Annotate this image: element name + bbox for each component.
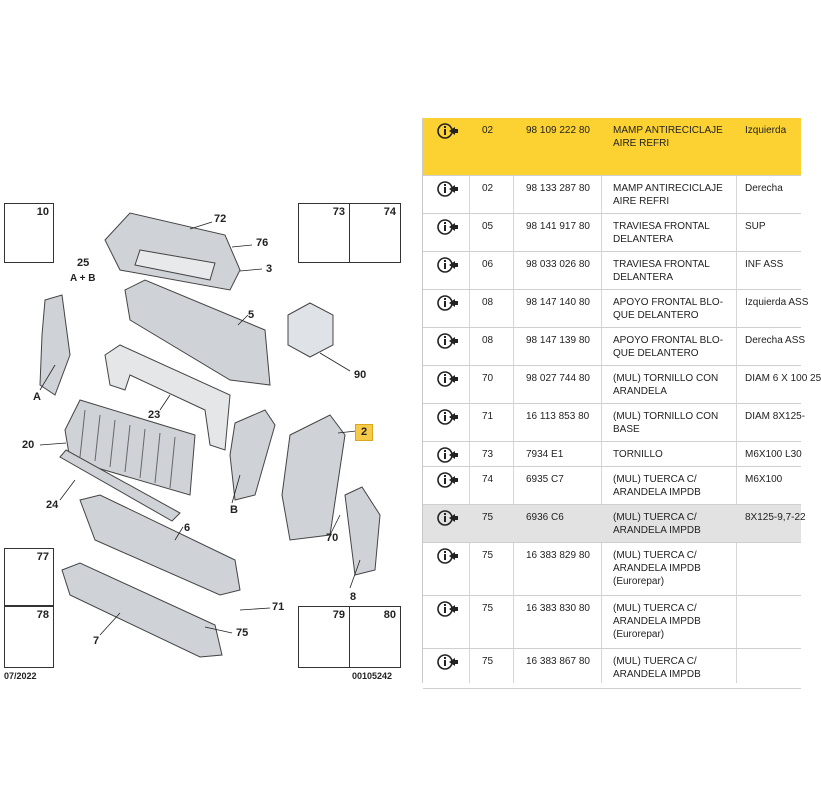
- part-reference: 98 027 744 80: [526, 373, 590, 384]
- part-8-shape: [345, 487, 380, 575]
- part-description: APOYO FRONTAL BLO-QUE DELANTERO: [613, 335, 724, 359]
- part-position: 06: [482, 259, 494, 270]
- info-arrow-icon[interactable]: [437, 256, 459, 274]
- date-code: 07/2022: [4, 671, 37, 681]
- parts-table-row[interactable]: [423, 366, 821, 404]
- parts-table-row[interactable]: [423, 404, 806, 442]
- part-2-shape: [282, 415, 345, 540]
- part-position: 73: [482, 449, 494, 460]
- inset-label-77: 77: [36, 551, 49, 563]
- part-note: M6X100: [745, 474, 783, 485]
- part-reference: 7934 E1: [526, 449, 564, 460]
- part-reference: 16 383 830 80: [526, 603, 590, 614]
- part-position: 75: [482, 550, 494, 561]
- info-arrow-icon[interactable]: [437, 653, 459, 671]
- diagram-code: 00105242: [352, 671, 393, 681]
- inset-part-74: [349, 203, 401, 263]
- part-position: 70: [482, 373, 494, 384]
- part-reference: 98 147 140 80: [526, 297, 590, 308]
- parts-list: [422, 118, 821, 683]
- part-position: 05: [482, 221, 494, 232]
- callout-a: A: [33, 391, 41, 403]
- info-arrow-icon[interactable]: [437, 600, 459, 618]
- callout-25: 25: [77, 257, 90, 269]
- part-reference: 16 113 853 80: [526, 411, 590, 422]
- part-note: SUP: [745, 221, 766, 232]
- part-position: 02: [482, 183, 494, 194]
- part-reference: 16 383 829 80: [526, 550, 590, 561]
- inset-label-80: 80: [383, 609, 396, 621]
- part-description: (MUL) TUERCA C/ ARANDELA IMPDB: [613, 474, 701, 498]
- parts-table-row[interactable]: [423, 649, 801, 689]
- callout-70: 70: [326, 532, 339, 544]
- part-reference: 98 147 139 80: [526, 335, 590, 346]
- part-note: 8X125-9,7-22: [745, 512, 806, 523]
- parts-table-row[interactable]: [423, 442, 801, 467]
- info-arrow-icon[interactable]: [437, 122, 459, 140]
- parts-table-row[interactable]: [423, 252, 801, 290]
- callout-72: 72: [214, 213, 227, 225]
- part-description: MAMP ANTIRECICLAJE AIRE REFRI: [613, 183, 723, 207]
- part-reference: 6935 C7: [526, 474, 564, 485]
- exploded-parts-diagram: [0, 195, 402, 685]
- inset-label-78: 78: [36, 609, 49, 621]
- part-position: 02: [482, 125, 494, 136]
- parts-table-row[interactable]: [423, 505, 806, 543]
- part-note: DIAM 8X125-: [745, 411, 806, 422]
- part-reference: 98 141 917 80: [526, 221, 590, 232]
- info-arrow-icon[interactable]: [437, 408, 459, 426]
- inset-part-78: [4, 606, 54, 668]
- part-description: (MUL) TORNILLO CON BASE: [613, 411, 719, 435]
- part-reference: 16 383 867 80: [526, 656, 590, 667]
- part-reference: 98 033 026 80: [526, 259, 590, 270]
- callout-7: 7: [93, 635, 100, 647]
- inset-part-10: [4, 203, 54, 263]
- part-a-shape: [40, 295, 70, 395]
- inset-part-80: [349, 606, 401, 668]
- info-arrow-icon[interactable]: [437, 509, 459, 527]
- part-reference: 6936 C6: [526, 512, 564, 523]
- inset-label-73: 73: [332, 206, 345, 218]
- inset-label-74: 74: [383, 206, 396, 218]
- inset-label-79: 79: [332, 609, 345, 621]
- callout-6: 6: [184, 522, 191, 534]
- part-position: 71: [482, 411, 494, 422]
- part-note: Derecha: [745, 183, 783, 194]
- info-arrow-icon[interactable]: [437, 294, 459, 312]
- part-description: MAMP ANTIRECICLAJE AIRE REFRI: [613, 125, 723, 149]
- part-note: M6X100 L30: [745, 449, 802, 460]
- parts-table-row[interactable]: [423, 328, 806, 366]
- part-description: TRAVIESA FRONTAL DELANTERA: [613, 259, 710, 283]
- info-arrow-icon[interactable]: [437, 180, 459, 198]
- part-position: 08: [482, 335, 494, 346]
- callout-5: 5: [248, 309, 255, 321]
- info-arrow-icon[interactable]: [437, 471, 459, 489]
- info-arrow-icon[interactable]: [437, 370, 459, 388]
- part-90-shape: [288, 303, 333, 357]
- info-arrow-icon[interactable]: [437, 547, 459, 565]
- part-note: INF ASS: [745, 259, 784, 270]
- callout-3: 3: [266, 263, 273, 275]
- part-position: 75: [482, 512, 494, 523]
- part-position: 75: [482, 656, 494, 667]
- inset-label-10: 10: [36, 206, 49, 218]
- part-description: TRAVIESA FRONTAL DELANTERA: [613, 221, 710, 245]
- parts-table-row[interactable]: [423, 118, 801, 176]
- inset-part-73: [298, 203, 350, 263]
- parts-table-row[interactable]: [423, 596, 801, 649]
- part-description: APOYO FRONTAL BLO-QUE DELANTERO: [613, 297, 724, 321]
- callout-b: B: [230, 504, 238, 516]
- info-arrow-icon[interactable]: [437, 446, 459, 464]
- callout-71: 71: [272, 601, 285, 613]
- part-description: (MUL) TUERCA C/ ARANDELA IMPDB: [613, 656, 701, 680]
- parts-table-row[interactable]: [423, 176, 801, 214]
- part-position: 08: [482, 297, 494, 308]
- info-arrow-icon[interactable]: [437, 332, 459, 350]
- part-reference: 98 133 287 80: [526, 183, 590, 194]
- part-position: 75: [482, 603, 494, 614]
- parts-table-row[interactable]: [423, 290, 809, 328]
- part-position: 74: [482, 474, 494, 485]
- callout-90: 90: [354, 369, 367, 381]
- parts-table-row[interactable]: [423, 543, 801, 596]
- part-description: (MUL) TORNILLO CON ARANDELA: [613, 373, 719, 397]
- callout-24: 24: [46, 499, 59, 511]
- callout-75: 75: [236, 627, 249, 639]
- part-description: TORNILLO: [613, 449, 663, 460]
- info-arrow-icon[interactable]: [437, 218, 459, 236]
- inset-part-79: [298, 606, 350, 668]
- part-description: (MUL) TUERCA C/ ARANDELA IMPDB: [613, 512, 701, 536]
- part-reference: 98 109 222 80: [526, 125, 590, 136]
- callout-2-highlighted: 2: [355, 424, 373, 441]
- parts-table-row[interactable]: [423, 214, 801, 252]
- inset-part-77: [4, 548, 54, 606]
- parts-table-row[interactable]: [423, 467, 801, 505]
- part-note: DIAM 6 X 100 25: [745, 373, 821, 384]
- callout-76: 76: [256, 237, 269, 249]
- callout-20: 20: [22, 439, 35, 451]
- callout-23: 23: [148, 409, 161, 421]
- callout-a-plus-b: A + B: [70, 273, 96, 284]
- part-note: Izquierda ASS: [745, 297, 809, 308]
- part-note: Izquierda: [745, 125, 787, 136]
- part-note: Derecha ASS: [745, 335, 806, 346]
- part-description: (MUL) TUERCA C/ ARANDELA IMPDB (Eurorepar): [613, 550, 701, 587]
- part-description: (MUL) TUERCA C/ ARANDELA IMPDB (Eurorepar): [613, 603, 701, 640]
- callout-8: 8: [350, 591, 357, 603]
